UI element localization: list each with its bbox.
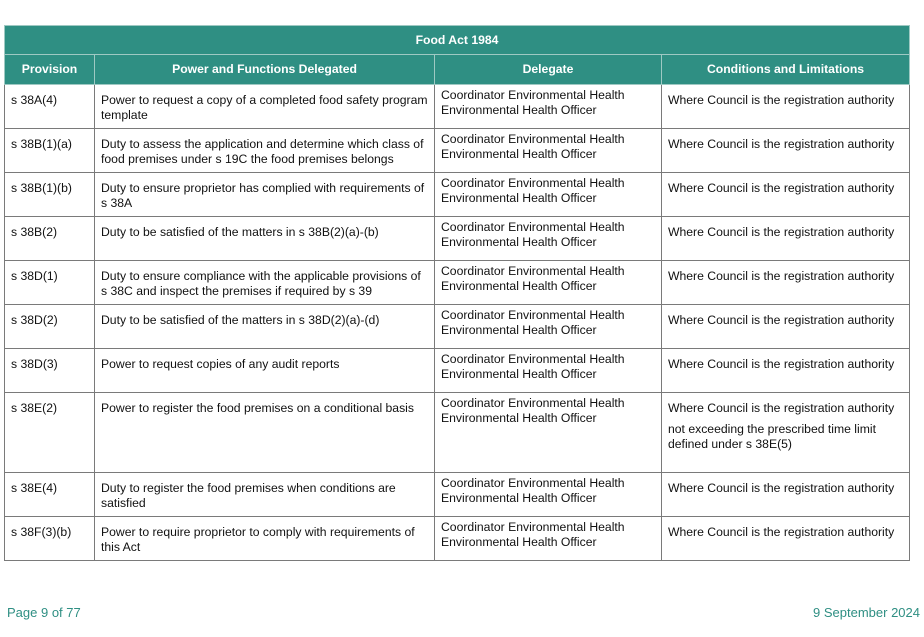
conditions-cell [662,173,910,217]
delegate-line: Environmental Health Officer [441,235,597,249]
document-date: 9 September 2024 [813,605,920,620]
delegate-cell [435,517,662,561]
delegate-cell [435,85,662,129]
conditions-cell [662,129,910,173]
provision-cell: s 38E(2) [5,393,95,473]
condition-text: Where Council is the registration authority [668,181,895,195]
table-body [5,85,910,561]
table-row [5,173,910,217]
power-cell: Duty to be satisfied of the matters in s 38B(2)(a)-(b) [95,217,435,261]
delegate-line: Environmental Health Officer [441,103,597,117]
delegate-line: Coordinator Environmental Health [441,176,625,190]
delegate-line: Environmental Health Officer [441,191,597,205]
provision-cell: s 38E(4) [5,473,95,517]
column-header-conditions: Conditions and Limitations [662,55,910,85]
delegate-line: Coordinator Environmental Health [441,264,625,278]
table-row [5,393,910,473]
power-cell: Duty to be satisfied of the matters in s 38D(2)(a)-(d) [95,305,435,349]
delegate-line: Coordinator Environmental Health [441,476,625,490]
delegate-line: Coordinator Environmental Health [441,308,625,322]
table-row [5,85,910,129]
delegate-line: Coordinator Environmental Health [441,132,625,146]
provision-cell: s 38B(2) [5,217,95,261]
condition-text: Where Council is the registration authority [668,93,895,107]
delegate-cell [435,261,662,305]
condition-text: Where Council is the registration authority [668,401,895,415]
delegations-table [4,25,910,561]
conditions-cell [662,217,910,261]
conditions-cell [662,517,910,561]
table-row [5,349,910,393]
delegate-line: Coordinator Environmental Health [441,352,625,366]
table-row [5,129,910,173]
delegate-line: Environmental Health Officer [441,411,597,425]
delegate-line: Environmental Health Officer [441,323,597,337]
delegate-cell [435,173,662,217]
delegate-line: Environmental Health Officer [441,147,597,161]
delegate-cell [435,217,662,261]
delegate-line: Environmental Health Officer [441,491,597,505]
page-number: Page 9 of 77 [7,605,81,620]
provision-cell: s 38D(2) [5,305,95,349]
condition-text: Where Council is the registration authority [668,269,895,283]
conditions-cell [662,349,910,393]
power-cell: Duty to ensure proprietor has complied with requirements of s 38A [95,173,435,217]
power-cell: Duty to assess the application and determine which class of food premises under s 19C the food premises belongs [95,129,435,173]
table-row [5,217,910,261]
power-cell: Power to require proprietor to comply with requirements of this Act [95,517,435,561]
conditions-cell [662,473,910,517]
delegate-line: Environmental Health Officer [441,367,597,381]
condition-text: Where Council is the registration authority [668,137,895,151]
delegate-line: Coordinator Environmental Health [441,220,625,234]
provision-cell: s 38D(1) [5,261,95,305]
delegate-cell [435,393,662,473]
power-cell: Power to request copies of any audit reports [95,349,435,393]
conditions-cell [662,393,910,473]
conditions-cell [662,85,910,129]
delegate-cell [435,129,662,173]
condition-text: Where Council is the registration authority [668,225,895,239]
conditions-cell [662,261,910,305]
condition-text: Where Council is the registration authority [668,313,895,327]
delegate-line: Coordinator Environmental Health [441,88,625,102]
delegate-cell [435,305,662,349]
power-cell: Power to register the food premises on a conditional basis [95,393,435,473]
delegate-cell [435,349,662,393]
delegate-line: Coordinator Environmental Health [441,396,625,410]
table-row [5,305,910,349]
provision-cell: s 38D(3) [5,349,95,393]
delegate-line: Environmental Health Officer [441,535,597,549]
provision-cell: s 38B(1)(a) [5,129,95,173]
provision-cell: s 38A(4) [5,85,95,129]
condition-text: Where Council is the registration authority [668,357,895,371]
column-header-delegate: Delegate [435,55,662,85]
table-row [5,473,910,517]
condition-text: Where Council is the registration authority [668,525,895,539]
power-cell: Power to request a copy of a completed food safety program template [95,85,435,129]
power-cell: Duty to register the food premises when conditions are satisfied [95,473,435,517]
table-title: Food Act 1984 [5,26,910,55]
delegate-line: Coordinator Environmental Health [441,520,625,534]
column-header-power: Power and Functions Delegated [95,55,435,85]
delegate-line: Environmental Health Officer [441,279,597,293]
conditions-cell [662,305,910,349]
condition-text: not exceeding the prescribed time limit defined under s 38E(5) [668,422,876,451]
condition-text: Where Council is the registration authority [668,481,895,495]
delegate-cell [435,473,662,517]
provision-cell: s 38F(3)(b) [5,517,95,561]
column-header-provision: Provision [5,55,95,85]
table-row [5,517,910,561]
power-cell: Duty to ensure compliance with the applicable provisions of s 38C and inspect the premises if required by s 39 [95,261,435,305]
provision-cell: s 38B(1)(b) [5,173,95,217]
table-row [5,261,910,305]
